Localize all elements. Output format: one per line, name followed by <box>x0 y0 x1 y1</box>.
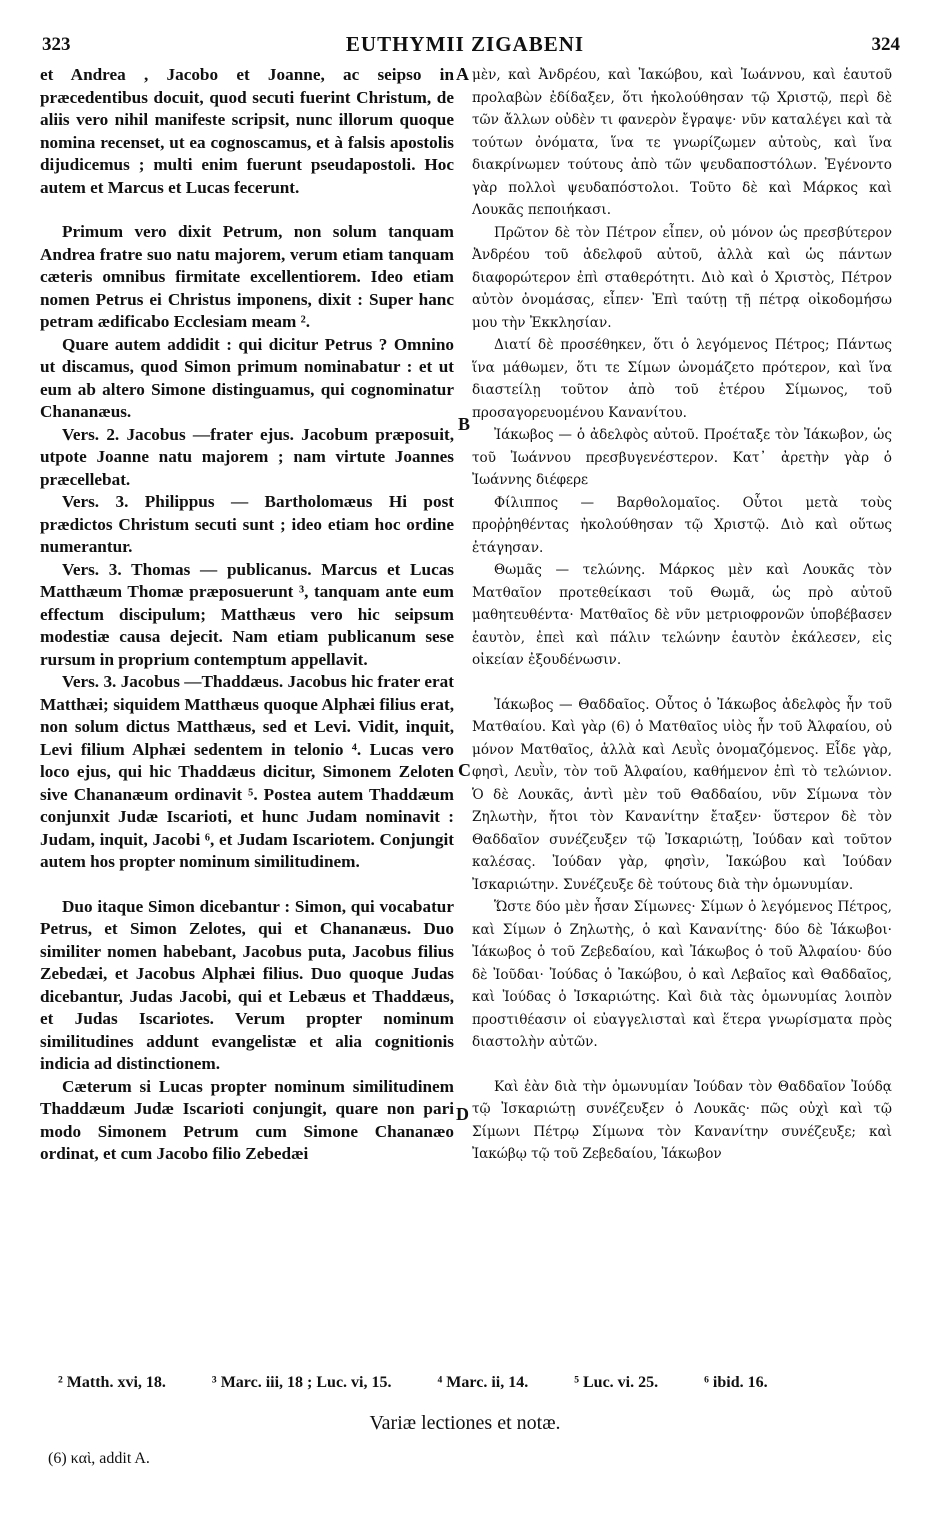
footnote: ³ Marc. iii, 18 ; Luc. vi, 15. <box>211 1374 392 1391</box>
margin-mark-a: A <box>456 64 469 84</box>
latin-paragraph: Duo itaque Simon dicebantur : Simon, qui vocabatur Petrus, et Simon Zelotes, qui et Chananæus. Duo similiter nomen habebant, Jacobus puta, Jacobus filius Zebedæi, et Jacobus Alphæi filius. Duo quoque Judas dicebantur, Judas Jacobi, qui et Lebæus et Thaddæus, et Judas Iscariotes. Verum propter nominum similitudines addunt evangelistæ et alia cognitionis indicia ad distinctionem. <box>40 896 454 1073</box>
page-number-right: 324 <box>871 34 900 55</box>
greek-paragraph: Ἰάκωβος — Θαδδαῖος. Οὗτος ὁ Ἰάκωβος ἀδελφὸς ἦν τοῦ Ματθαίου. Καὶ γὰρ (6) ὁ Ματθαῖος υἱὸς ἦν τοῦ Ἀλφαίου, οὐ μόνον Ματθαῖος, ἀλλὰ καὶ Λευῒς ὀνομαζόμενος. Εἶδε γὰρ, φησὶ, Λευῒν, τὸν τοῦ Ἀλφαίου, καθήμενον ἐπὶ τὸ τελώνιον. Ὁ δὲ Λουκᾶς, ἀντὶ μὲν τοῦ Θαδδαίου, νῦν Σίμωνα τὸν Ζηλωτὴν, ἤτοι τὸν Κανανίτην ἔταξεν· ὕστερον δὲ τὸν Θαδδαῖον συνέζευξεν τῷ Ἰσκαριώτῃ, Ἰούδαν καὶ τοῦτον καλέσας. Ἰούδαν γὰρ, φησὶν, Ἰακώβου καὶ Ἰούδαν Ἰσκαριώτην. Συνέζευξε δὲ τούτους διὰ τὴν ὁμωνυμίαν. <box>472 696 892 893</box>
greek-paragraph: Θωμᾶς — τελώνης. Μάρκος μὲν καὶ Λουκᾶς τὸν Ματθαῖον προτεθείκασι τοῦ Θωμᾶ, ὡς πρὸ αὐτοῦ μαθητευθέντα· Ματθαῖος δὲ νῦν μετριοφρονῶν ὑποβέβασεν ἑαυτὸν, ἐπεὶ καὶ πάλιν τελώνην ἑαυτὸν ἐκάλεσεν, εἰς οἰκείαν ἐξουδένωσιν. <box>472 562 892 668</box>
greek-paragraph: Ἰάκωβος — ὁ ἀδελφὸς αὐτοῦ. Προέταξε τὸν Ἰάκωβον, ὡς τοῦ Ἰωάννου πρεσβυγενέστερον. Κατ᾽ ἀρετὴν γὰρ ὁ Ἰωάννης διέφερε <box>472 427 892 488</box>
variant-note: (6) καὶ, addit A. <box>48 1450 150 1467</box>
latin-paragraph: Quare autem addidit : qui dicitur Petrus ? Omnino ut discamus, quod Simon primum nominabatur : et ut eum ab altero Simone distinguamus, qui cognominatur Chananæus. <box>40 334 454 421</box>
latin-paragraph: Primum vero dixit Petrum, non solum tanquam Andrea fratre suo natu majorem, verum etiam tanquam cæteris omnibus firmitate excellentiorem. Ideo etiam nomen Petrus ei Christus imponens, dixit : Super hanc petram ædificabo Ecclesiam meam ². <box>40 222 454 331</box>
greek-paragraph: Καὶ ἐὰν διὰ τὴν ὁμωνυμίαν Ἰούδαν τὸν Θαδδαῖον Ἰούδᾳ τῷ Ἰσκαριώτῃ συνέζευξεν ὁ Λουκᾶς· πῶς οὐχὶ καὶ τῷ Σίμωνι Πέτρῳ Σίμωνα τὸν Κανανίτην συνέζευξε; καὶ Ἰακώβῳ τῷ τοῦ Ζεβεδαίου, Ἰάκωβον <box>472 1078 892 1162</box>
margin-mark-b: B <box>458 414 471 434</box>
greek-paragraph: Φίλιππος — Βαρθολομαῖος. Οὗτοι μετὰ τοὺς προῤῥηθέντας ἠκολούθησαν τῷ Χριστῷ. Διὸ καὶ οὕτως ἐτάγησαν. <box>472 494 892 556</box>
footnote: ⁵ Luc. vi. 25. <box>574 1374 659 1391</box>
latin-column <box>40 64 454 1166</box>
footnote: ² Matth. xvi, 18. <box>58 1374 166 1391</box>
footnotes <box>58 1374 858 1392</box>
latin-paragraph: Vers. 3. Jacobus —Thaddæus. Jacobus hic frater erat Matthæi; siquidem Matthæus quoque Alphæi filius erat, non solum dictus Matthæus, sed et Levi. Vidit, inquit, Levi filium Alphæi sedentem in telonio ⁴. Lucas vero loco ejus, qui hic Thaddæus dicitur, Simonem Zeloten sive Chananæum ordinavit ⁵. Postea autem Thaddæum conjunxit Judæ Iscarioti, et hunc Judam nominavit : Judam, inquit, Jacobi ⁶, et Judam Iscariotem. Conjungit autem hos propter nominum similitudinem. <box>40 672 454 871</box>
greek-paragraph: Πρῶτον δὲ τὸν Πέτρον εἶπεν, οὐ μόνον ὡς πρεσβύτερον Ἀνδρέου τοῦ ἀδελφοῦ αὐτοῦ, ἀλλὰ καὶ ὡς πάντων διαφορώτερον ἐπὶ σταθερότητι. Διὸ καὶ ὁ Χριστὸς, Πέτρον αὐτὸν ὀνομάσας, εἶπεν· Ἐπὶ ταύτῃ τῇ πέτρᾳ οἰκοδομήσω μου τὴν Ἐκκλησίαν. <box>472 224 892 331</box>
greek-paragraph: Ὥστε δύο μὲν ἦσαν Σίμωνες· Σίμων ὁ λεγόμενος Πέτρος, καὶ Σίμων ὁ Ζηλωτὴς, ὁ καὶ Κανανίτης· δύο δὲ Ἰάκωβοι· Ἰάκωβος ὁ τοῦ Ζεβεδαίου, καὶ Ἰάκωβος ὁ τοῦ Ἀλφαίου· δύο δὲ Ἰοῦδαι· Ἰούδας ὁ Ἰακώβου, ὁ καὶ Λεβαῖος καὶ Θαδδαῖος, καὶ Ἰούδας ὁ Ἰσκαριώτης. Καὶ διὰ τὰς ὁμωνυμίας λοιπὸν προστιθέασιν οἱ εὐαγγελισταὶ καὶ ἕτερα γνωρίσματα πρὸς διαστολὴν αὐτῶν. <box>472 899 892 1050</box>
latin-paragraph: Vers. 3. Philippus — Bartholomæus Hi post prædictos Christum secuti sunt ; ideo etiam hoc ordine numerantur. <box>40 492 454 556</box>
margin-mark-d: D <box>456 1104 469 1124</box>
footnote: ⁶ ibid. 16. <box>704 1374 768 1391</box>
margin-mark-c: C <box>458 760 471 780</box>
greek-paragraph: Διατί δὲ προσέθηκεν, ὅτι ὁ λεγόμενος Πέτρος; Πάντως ἵνα μάθωμεν, ὅτι τε Σίμων ὠνομάζετο πρότερον, καὶ ἵνα διαστείλῃ τοῦτον ἀπὸ τοῦ ἑτέρου Σίμωνος, τοῦ προσαγορευομένου Κανανίτου. <box>472 337 892 421</box>
latin-paragraph: et Andrea , Jacobo et Joanne, ac seipso in præcedentibus docuit, quod secuti fuerint Christum, de aliis vero nihil manifeste scripsit, nunc illorum quoque nomina recenset, ut ea cognoscamus, et à falsis apostolis dijudicemus ; multi enim fuerunt pseudapostoli. Hoc autem et Marcus et Lucas fecerunt. <box>40 65 454 197</box>
latin-paragraph: Vers. 2. Jacobus —frater ejus. Jacobum præposuit, utpote Joanne natu majorem ; nam virtute Joannes præcellebat. <box>40 424 454 489</box>
greek-column <box>472 64 892 1166</box>
footnote: ⁴ Marc. ii, 14. <box>437 1374 529 1391</box>
greek-paragraph: μὲν, καὶ Ἀνδρέου, καὶ Ἰακώβου, καὶ Ἰωάννου, καὶ ἑαυτοῦ προλαβὼν ἐδίδαξεν, ὅτι ἠκολούθησαν τῷ Χριστῷ, περὶ δὲ τῶν ἄλλων οὐδὲν τι φανερὸν ἔγραψε· νῦν καταλέγει καὶ τὰ τούτων ὀνόματα, ἵνα τε γνωρίζωμεν αὐτοὺς, καὶ ἵνα διακρίνωμεν τούτους ἀπὸ τῶν ψευδαποστόλων. Ἐγένοντο γὰρ πολλοὶ ψευδαπόστολοι. Τοῦτο δὲ καὶ Μάρκος καὶ Λουκᾶς πεποιήκασι. <box>472 67 892 218</box>
page-header <box>30 30 900 58</box>
running-title: EUTHYMII ZIGABENI <box>345 32 585 56</box>
variae-lectiones-heading: Variæ lectiones et notæ. <box>369 1412 561 1434</box>
latin-paragraph: Cæterum si Lucas propter nominum similitudinem Thaddæum Judæ Iscarioti conjungit, quare non pari modo Simonem Petrum cum Simone Chananæo ordinat, et cum Jacobo filio Zebedæi <box>40 1076 454 1163</box>
page-number-left: 323 <box>42 34 71 55</box>
latin-paragraph: Vers. 3. Thomas — publicanus. Marcus et Lucas Matthæum Thomæ præposuerunt ³, tanquam ante eum effectum discipulum; Matthæus vero hic seipsum modestiæ causa dejecit. Nam etiam publicanum sese rursum in proprium contemptum appellavit. <box>40 559 454 669</box>
